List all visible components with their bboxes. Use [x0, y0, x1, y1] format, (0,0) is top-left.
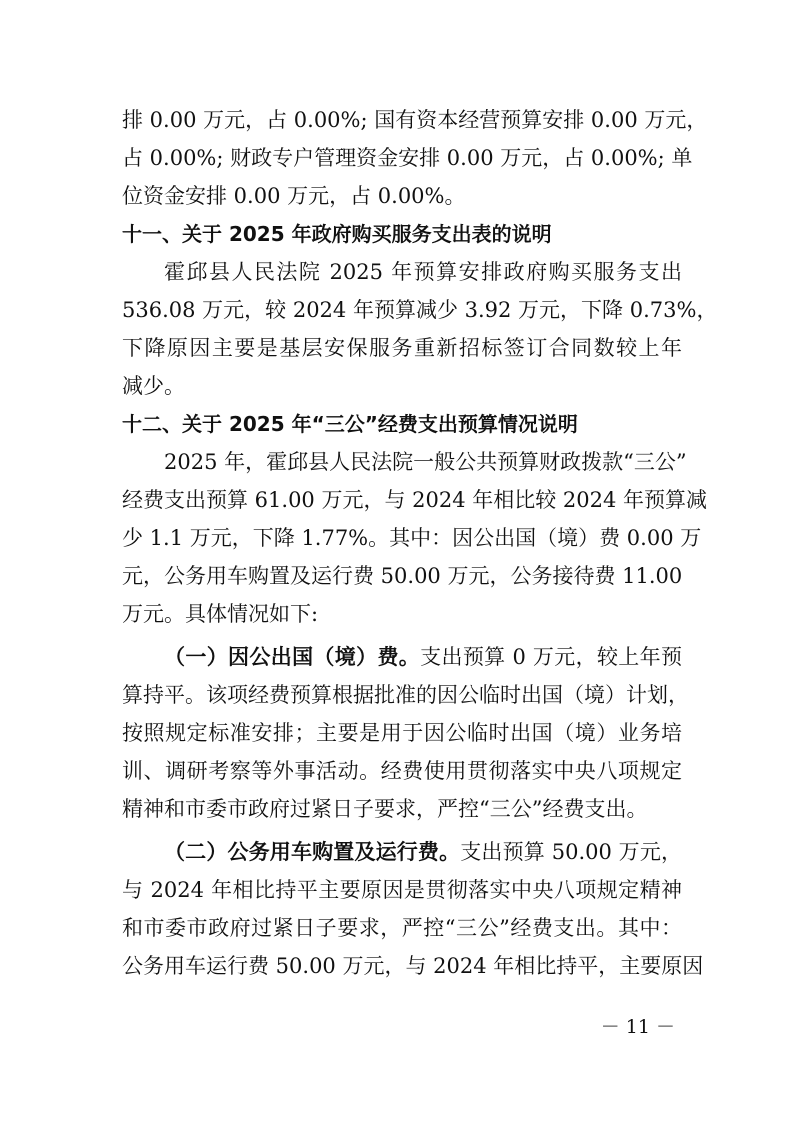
subsection-title-1: （一）因公出国（境）费。	[164, 645, 421, 669]
section-heading-12: 十二、关于 2025 年“三公”经费支出预算情况说明	[122, 412, 578, 436]
paragraph-3-line-2: 经费支出预算 61.00 万元，与 2024 年相比较 2024 年预算减	[122, 488, 708, 512]
subsection-title-2: （二）公务用车购置及运行费。	[164, 840, 461, 864]
paragraph-1-line-2: 占 0.00%; 财政专户管理资金安排 0.00 万元，占 0.00%; 单	[122, 146, 693, 170]
paragraph-1-line-1: 排 0.00 万元，占 0.00%; 国有资本经营预算安排 0.00 万元，	[122, 108, 708, 132]
paragraph-5-line-2: 与 2024 年相比持平主要原因是贯彻落实中央八项规定精神	[122, 878, 682, 902]
paragraph-4-line-1	[164, 642, 682, 672]
paragraph-2-line-3: 下降原因主要是基层安保服务重新招标签订合同数较上年	[122, 336, 682, 360]
paragraph-1-line-3: 位资金安排 0.00 万元，占 0.00%。	[122, 184, 466, 208]
paragraph-5-line-1	[164, 837, 682, 867]
paragraph-2-line-2: 536.08 万元，较 2024 年预算减少 3.92 万元，下降 0.73%，	[122, 298, 718, 322]
paragraph-4-line-1-text: 支出预算 0 万元，较上年预	[420, 645, 682, 669]
paragraph-3-line-1: 2025 年，霍邱县人民法院一般公共预算财政拨款“三公”	[164, 450, 687, 474]
paragraph-3-line-5: 万元。具体情况如下:	[122, 602, 319, 626]
paragraph-4-line-2: 算持平。该项经费预算根据批准的因公临时出国（境）计划，	[122, 683, 689, 707]
paragraph-5-line-4: 公务用车运行费 50.00 万元，与 2024 年相比持平，主要原因	[122, 954, 704, 978]
paragraph-3-line-4: 元，公务用车购置及运行费 50.00 万元，公务接待费 11.00	[122, 564, 683, 588]
paragraph-4-line-3: 按照规定标准安排；主要是用于因公临时出国（境）业务培	[122, 721, 682, 745]
paragraph-3-line-3: 少 1.1 万元，下降 1.77%。其中：因公出国（境）费 0.00 万	[122, 526, 702, 550]
paragraph-4-line-4: 训、调研考察等外事活动。经费使用贯彻落实中央八项规定	[122, 759, 682, 783]
paragraph-5-line-3: 和市委市政府过紧日子要求，严控“三公”经费支出。其中：	[122, 916, 682, 940]
paragraph-5-line-1-text: 支出预算 50.00 万元，	[460, 840, 683, 864]
paragraph-2-line-4: 减少。	[122, 374, 185, 398]
section-heading-11: 十一、关于 2025 年政府购买服务支出表的说明	[122, 222, 552, 246]
paragraph-2-line-1: 霍邱县人民法院 2025 年预算安排政府购买服务支出	[164, 260, 682, 284]
paragraph-4-line-5: 精神和市委市政府过紧日子要求，严控“三公”经费支出。	[122, 797, 648, 821]
page-number: － 11 －	[600, 1016, 675, 1038]
